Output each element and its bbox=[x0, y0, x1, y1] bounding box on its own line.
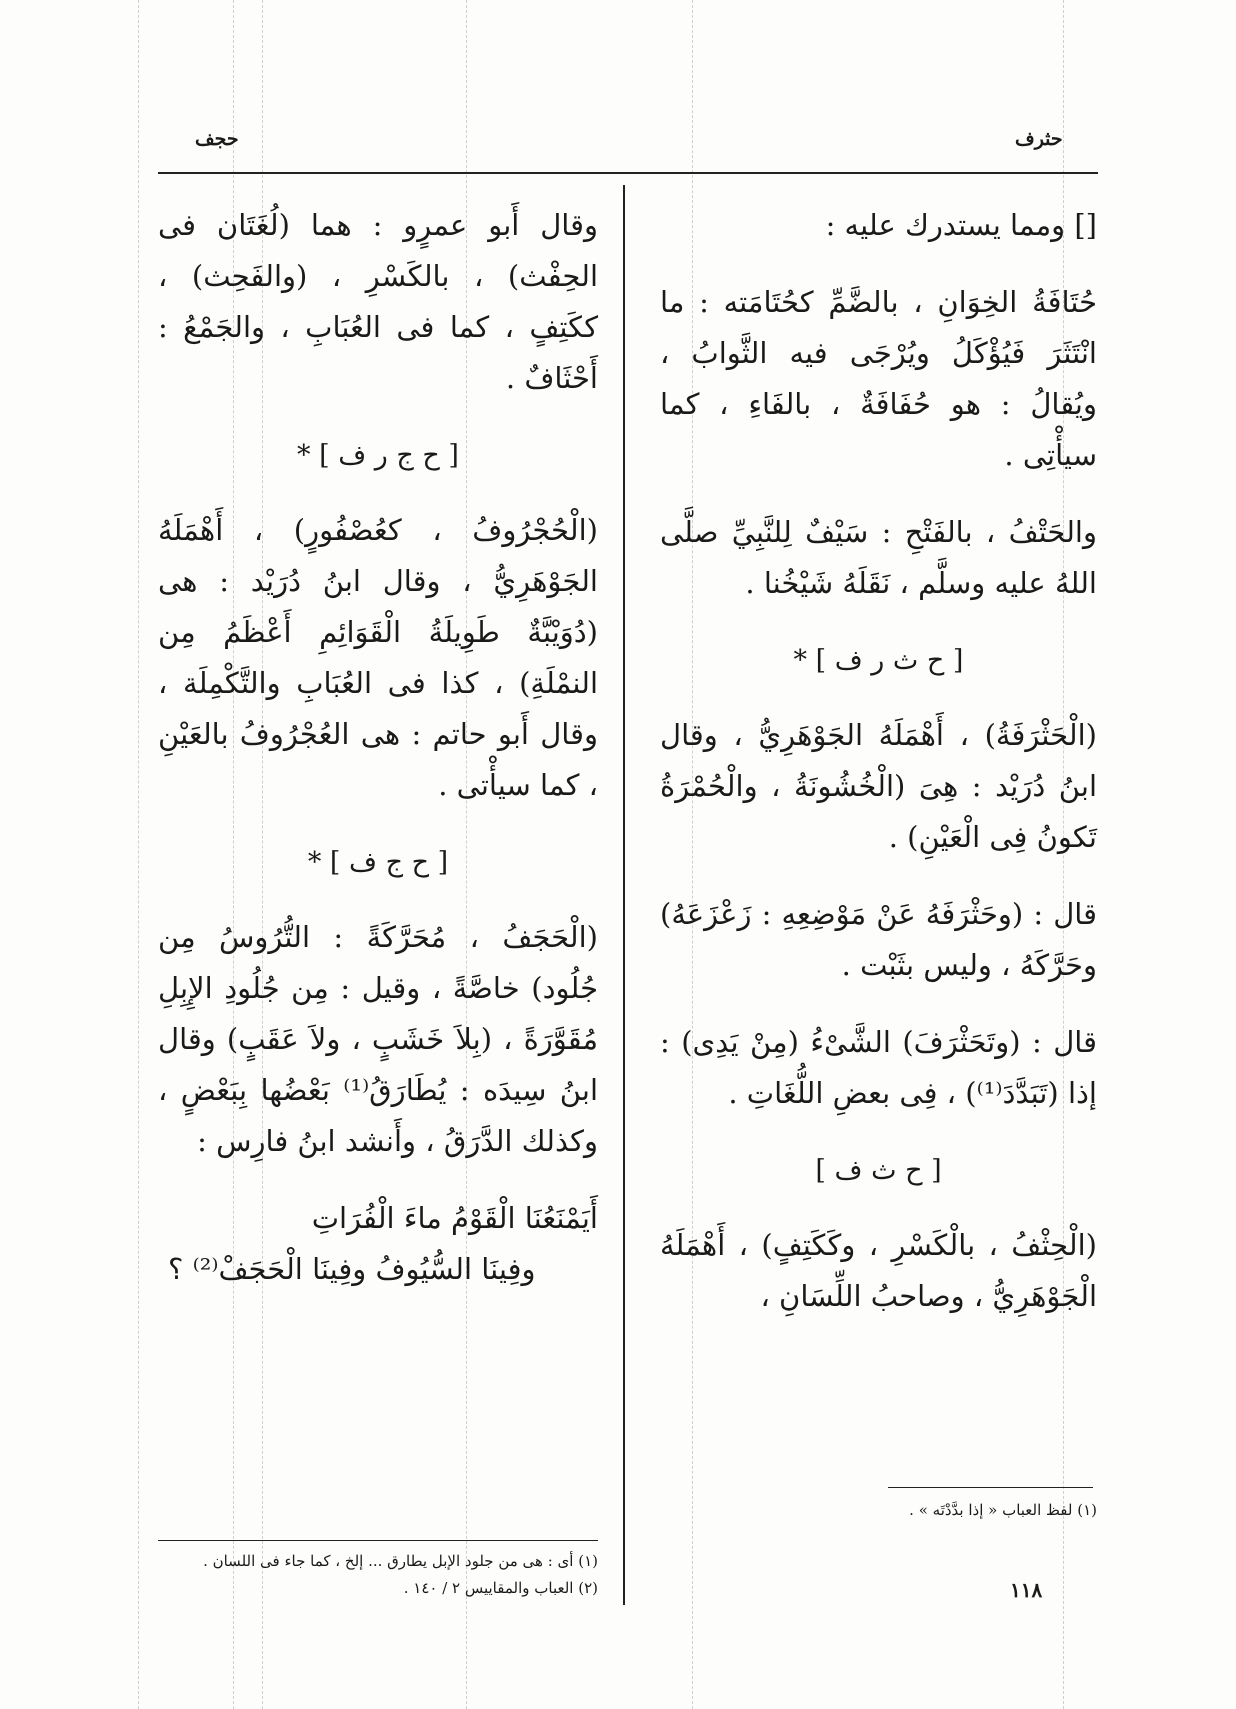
paragraph: (الْحَجَفُ ، مُحَرَّكَةً : التُّرُوسُ مِن جُلُود) خاصَّةً ، وقيل : مِن جُلُودِ الإِبِلِ مُقَوَّرَةً ، (بِلاَ خَشَبٍ ، ولاَ عَقَبٍ) وقال ابنُ سِيدَه : يُطَارَقُ⁽¹⁾ بَعْضُها بِبَعْضٍ ، وكذلك الدَّرَقُ ، وأَنشد ابنُ فارِس : bbox=[158, 920, 599, 1158]
verse-line-1: أَيَمْنَعُنَا الْقَوْمُ ماءَ الْفُرَاتِ bbox=[311, 1201, 598, 1235]
footnote-rule-left bbox=[158, 1540, 598, 1541]
footnote-1: (١) أى : هى من جلود الإبل يطارق ... إلخ ، كما جاء فى اللسان . bbox=[203, 1552, 598, 1570]
running-head-left: حجف bbox=[195, 128, 239, 150]
paragraph: (الْحُجْرُوفُ ، كعُصْفُورٍ) ، أَهْمَلَهُ الجَوْهَرِيُّ ، وقال ابنُ دُرَيْد : هى (دُوَيْبَّةٌ طَوِيلَةُ الْقَوَائِمِ أَعْظَمُ مِن النمْلَةِ) ، كذا فى العُبَابِ والتَّكْمِلَة ، وقال أَبو حاتم : هى العُجْرُوفُ بالعَيْنِ ، كما سيأْتى . bbox=[158, 513, 598, 802]
footnote-rule-right bbox=[888, 1487, 1093, 1488]
section-heading-hthf: [ ح ث ف ] bbox=[815, 1155, 942, 1186]
paragraph: قال : (وحَثْرَفَهُ عَنْ مَوْضِعِهِ : زَعْزَعَهُ) وحَرَّكَهُ ، وليس بثَبْت . bbox=[660, 897, 1097, 982]
header-rule bbox=[158, 172, 1098, 174]
paragraph: وقال أَبو عمرٍو : هما (لُغَتَان فى الحِفْث) ، بالكَسْرِ ، (والفَحِث) ، ككَتِفٍ ، كما فى العُبَابِ ، والجَمْعُ : أَحْثَافٌ . bbox=[158, 208, 598, 395]
running-head-right: حثرف bbox=[1015, 128, 1063, 150]
paragraph: حُتَافَةُ الخِوَانِ ، بالضَّمِّ كحُتَامَته : ما انْتَثَرَ فَيُؤْكَلُ ويُرْجَى فيه الثَّوابُ ، ويُقالُ : هو حُفَافَةٌ ، بالفَاءِ ، كما سيأْتِى . bbox=[660, 285, 1097, 472]
verse bbox=[158, 1193, 598, 1295]
footnote-1: (١) لفظ العباب « إذا بدَّدْتَه » . bbox=[909, 1501, 1097, 1519]
paragraph: (الْحِثْفُ ، بالْكَسْرِ ، وكَكَتِفٍ) ، أَهْمَلَهُ الْجَوْهَرِيُّ ، وصاحبُ اللِّسَانِ ، bbox=[660, 1228, 1097, 1313]
paragraph: [] ومما يستدرك عليه : bbox=[825, 208, 1097, 242]
paragraph: قال : (وتَحَثْرَفَ) الشَّىْءُ (مِنْ يَدِى) : إذا (تَبَدَّدَ⁽¹⁾) ، فِى بعضِ اللُّغَاتِ . bbox=[660, 1025, 1097, 1110]
page-number: ١١٨ bbox=[1010, 1578, 1043, 1602]
left-column bbox=[158, 200, 598, 1295]
section-heading-hjrf: [ ح ج ر ف ] * bbox=[297, 440, 459, 471]
footnotes-right bbox=[660, 1497, 1097, 1524]
section-heading-hthrf: [ ح ث ر ف ] * bbox=[793, 645, 964, 676]
paragraph: والحَتْفُ ، بالفَتْحِ : سَيْفٌ لِلنَّبِيِّ صلَّى اللهُ عليه وسلَّم ، نَقَلَهُ شَيْخُنا . bbox=[660, 515, 1097, 600]
right-column bbox=[660, 200, 1097, 1348]
column-divider bbox=[623, 185, 625, 1605]
paragraph: (الْحَثْرَفَةُ) ، أَهْمَلَهُ الجَوْهَرِيُّ ، وقال ابنُ دُرَيْد : هِىَ (الْخُشُونَةُ ، والْحُمْرَةُ تَكونُ فِى الْعَيْنِ) . bbox=[660, 718, 1097, 854]
verse-line-2: وفِينَا السُّيُوفُ وفِينَا الْحَجَفْ⁽²⁾ ؟ bbox=[168, 1252, 536, 1286]
section-heading-hjf: [ ح ج ف ] * bbox=[307, 847, 449, 878]
footnote-2: (٢) العباب والمقاييس ٢ / ١٤٠ . bbox=[403, 1579, 598, 1597]
footnotes-left bbox=[158, 1548, 598, 1602]
